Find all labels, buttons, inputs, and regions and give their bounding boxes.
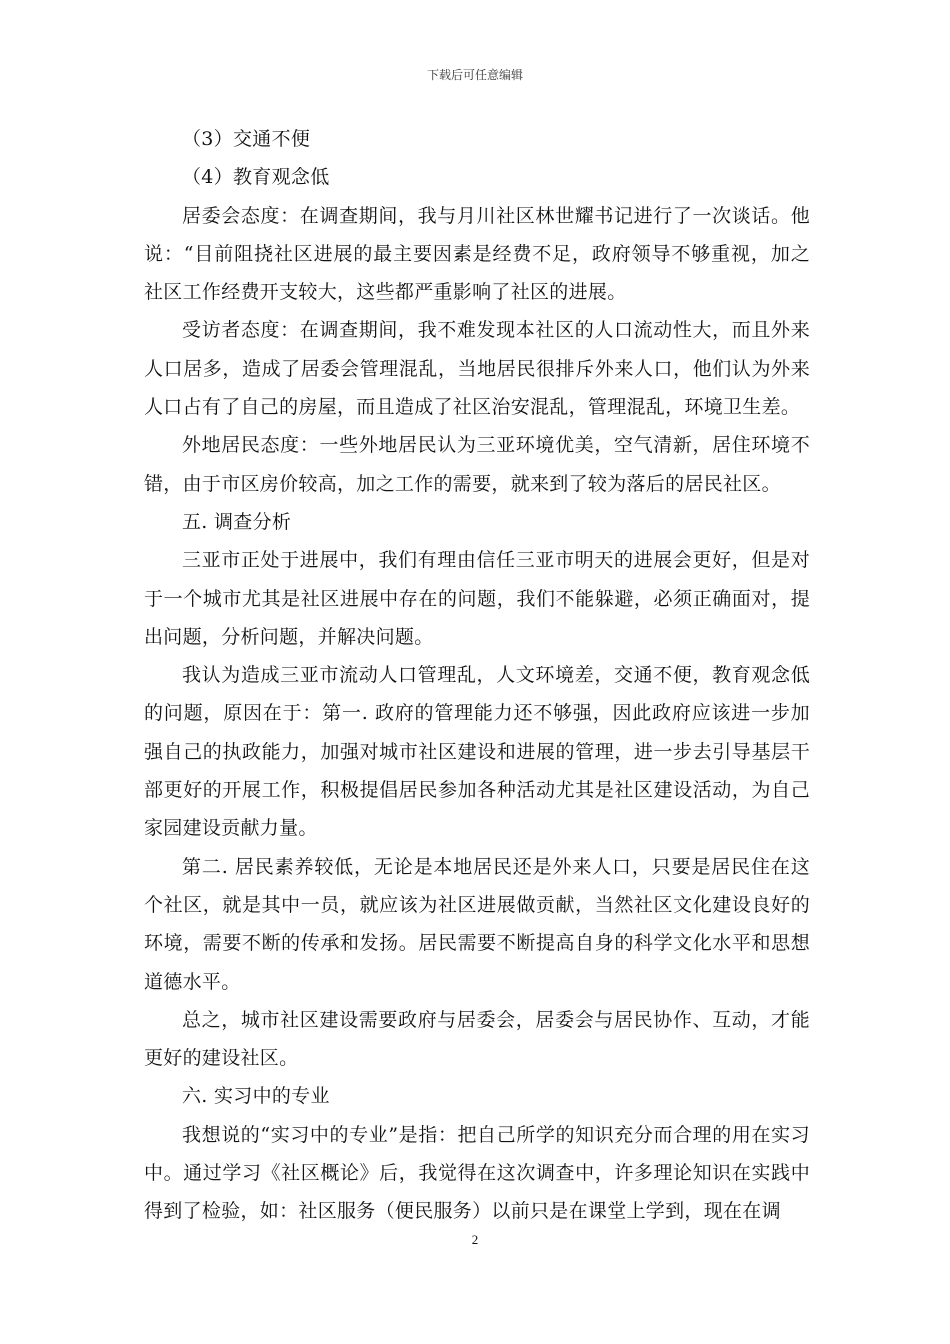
paragraph-outside-residents: 外地居民态度：一些外地居民认为三亚环境优美，空气清新，居住环境不错，由于市区房价较高，加之工作的需要，就来到了较为落后的居民社区。 <box>144 434 810 495</box>
list-item-traffic: （3）交通不便 <box>182 128 311 150</box>
paragraph-committee-attitude: 居委会态度：在调查期间，我与月川社区林世耀书记进行了一次谈话。他说：“目前阻挠社区进展的最主要因素是经费不足，政府领导不够重视，加之社区工作经费开支较大，这些都严重影响了社区的进展。 <box>144 204 810 304</box>
page-header: 下载后可任意编辑 <box>426 68 523 82</box>
paragraph-analysis-first: 我认为造成三亚市流动人口管理乱，人文环境差，交通不便，教育观念低的问题，原因在于：第一. 政府的管理能力还不够强，因此政府应该进一步加强自己的执政能力，加强对城市社区建设和进展的管理，进一步去引导基层干部更好的开展工作，积极提倡居民参加各种活动尤其是社区建设活动，为自己家园建设贡献力量。 <box>144 664 810 840</box>
paragraph-conclusion: 总之，城市社区建设需要政府与居委会，居委会与居民协作、互动，才能更好的建设社区。 <box>144 1008 810 1070</box>
paragraph-interviewee-attitude: 受访者态度：在调查期间，我不难发现本社区的人口流动性大，而且外来人口居多，造成了居委会管理混乱，当地居民很排斥外来人口，他们认为外来人口占有了自己的房屋，而且造成了社区治安混乱，管理混乱，环境卫生差。 <box>144 319 810 419</box>
page-number: 2 <box>471 1232 479 1247</box>
section-heading-analysis: 五. 调查分析 <box>182 510 292 533</box>
document-body <box>144 120 810 1231</box>
paragraph-analysis-intro: 三亚市正处于进展中，我们有理由信任三亚市明天的进展会更好，但是对于一个城市尤其是社区进展中存在的问题，我们不能躲避，必须正确面对，提出问题，分析问题，并解决问题。 <box>144 549 810 648</box>
list-item-education: （4）教育观念低 <box>182 166 330 189</box>
paragraph-analysis-second: 第二. 居民素养较低，无论是本地居民还是外来人口，只要是居民住在这个社区，就是其中一员，就应该为社区进展做贡献，当然社区文化建设良好的环境，需要不断的传承和发扬。居民需要不断提高自身的科学文化水平和思想道德水平。 <box>144 855 810 993</box>
section-heading-internship: 六. 实习中的专业 <box>182 1085 330 1108</box>
paragraph-internship: 我想说的“实习中的专业”是指：把自己所学的知识充分而合理的用在实习中。通过学习《社区概论》后，我觉得在这次调查中，许多理论知识在实践中得到了检验，如：社区服务（便民服务）以前只是在课堂上学到，现在在调 <box>144 1123 810 1223</box>
